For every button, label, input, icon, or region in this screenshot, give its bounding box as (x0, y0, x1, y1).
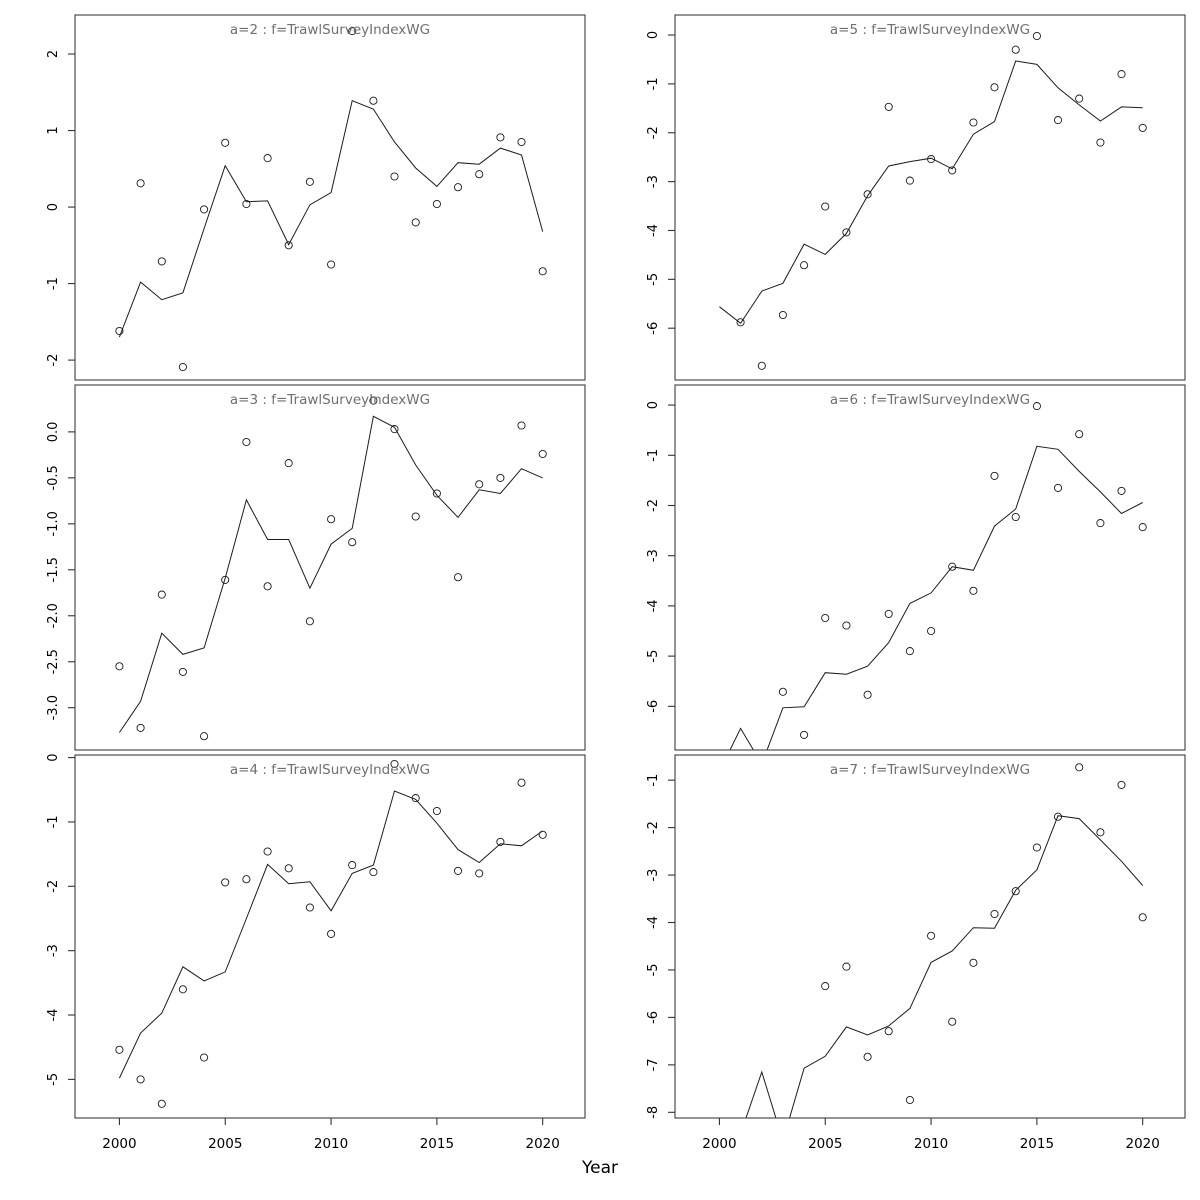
data-point (949, 1018, 956, 1025)
y-tick-label: 0 (646, 400, 661, 410)
y-axis-ticks (646, 31, 675, 335)
panel-a6 (646, 385, 1185, 772)
data-point (328, 516, 335, 523)
data-point (497, 474, 504, 481)
data-point (801, 262, 808, 269)
y-tick-label: -1 (46, 815, 61, 829)
data-point (991, 84, 998, 91)
y-tick-label: 0.0 (46, 421, 61, 443)
data-point (243, 438, 250, 445)
data-point (518, 138, 525, 145)
data-point (158, 258, 165, 265)
data-point (1139, 914, 1146, 921)
y-axis-ticks (46, 50, 75, 367)
data-point (539, 831, 546, 838)
panel-title: a=7 : f=TrawlSurveyIndexWG (829, 762, 1031, 778)
observation-points (822, 764, 1147, 1104)
data-point (1054, 117, 1061, 124)
data-point (1139, 124, 1146, 131)
data-point (1118, 487, 1125, 494)
y-tick-label: -4 (646, 223, 661, 237)
data-point (179, 363, 186, 370)
data-point (137, 180, 144, 187)
data-point (822, 203, 829, 210)
data-point (864, 1053, 871, 1060)
data-point (1076, 431, 1083, 438)
y-tick-label: -2 (46, 879, 61, 893)
y-axis-ticks (46, 422, 75, 721)
data-point (1012, 513, 1019, 520)
data-point (779, 688, 786, 695)
data-point (1118, 71, 1125, 78)
panel-title: a=3 : f=TrawlSurveyIndexWG (229, 392, 431, 408)
data-point (454, 574, 461, 581)
x-tick-label: 2005 (808, 1136, 843, 1152)
data-point (222, 879, 229, 886)
data-point (906, 648, 913, 655)
y-tick-label: -5 (46, 1072, 61, 1086)
y-tick-label: -1 (646, 77, 661, 91)
y-tick-label: -5 (646, 649, 661, 663)
x-tick-label: 2010 (313, 1136, 349, 1152)
y-tick-label: -5 (646, 963, 661, 977)
data-point (970, 587, 977, 594)
data-point (433, 200, 440, 207)
data-point (801, 731, 808, 738)
y-tick-label: -5 (646, 272, 661, 286)
panel-a7 (646, 755, 1185, 1160)
data-point (370, 869, 377, 876)
data-point (843, 622, 850, 629)
panel-title: a=6 : f=TrawlSurveyIndexWG (829, 392, 1031, 408)
panel-box (675, 755, 1185, 1118)
y-tick-label: 0 (46, 202, 61, 212)
panel-box (75, 755, 585, 1118)
panel-box (675, 15, 1185, 380)
data-point (497, 134, 504, 141)
data-point (306, 904, 313, 911)
y-tick-label: -6 (646, 321, 661, 335)
data-point (454, 867, 461, 874)
data-point (201, 1054, 208, 1061)
y-tick-label: 0 (646, 30, 661, 40)
data-point (906, 177, 913, 184)
x-tick-label: 2015 (1019, 1136, 1055, 1152)
data-point (349, 539, 356, 546)
data-point (1033, 844, 1040, 851)
data-point (433, 807, 440, 814)
data-point (1076, 764, 1083, 771)
fit-line (119, 416, 542, 732)
data-point (1118, 781, 1125, 788)
y-axis-ticks (646, 774, 675, 1119)
data-point (949, 167, 956, 174)
y-tick-label: 2 (46, 49, 61, 59)
fit-line (719, 816, 1142, 1160)
y-tick-label: -1.5 (46, 557, 61, 583)
data-point (328, 930, 335, 937)
data-point (991, 910, 998, 917)
y-tick-label: -2 (646, 499, 661, 512)
data-point (243, 876, 250, 883)
data-point (476, 171, 483, 178)
y-axis-ticks (46, 753, 75, 1085)
data-point (391, 173, 398, 180)
panel-title: a=2 : f=TrawlSurveyIndexWG (229, 22, 431, 38)
fit-line (719, 61, 1142, 323)
data-point (885, 610, 892, 617)
y-tick-label: -4 (646, 599, 661, 613)
fit-line (119, 791, 542, 1078)
data-point (476, 870, 483, 877)
data-point (412, 219, 419, 226)
x-tick-label: 2015 (419, 1136, 455, 1152)
data-point (285, 865, 292, 872)
data-point (970, 959, 977, 966)
data-point (222, 139, 229, 146)
data-point (116, 663, 123, 670)
data-point (737, 319, 744, 326)
data-point (137, 724, 144, 731)
data-point (758, 362, 765, 369)
y-tick-label: -1.0 (46, 511, 61, 537)
data-point (779, 311, 786, 318)
y-tick-label: -3 (646, 549, 661, 563)
panel-a3 (46, 385, 585, 750)
y-tick-label: -6 (646, 699, 661, 713)
data-point (1139, 524, 1146, 531)
data-point (179, 668, 186, 675)
y-tick-label: -2.0 (46, 603, 61, 629)
observation-points (779, 403, 1146, 739)
y-tick-label: -0.5 (46, 465, 61, 491)
y-tick-label: -1 (46, 277, 61, 291)
data-point (906, 1096, 913, 1103)
data-point (201, 206, 208, 213)
data-point (116, 1046, 123, 1053)
y-tick-label: 0 (46, 753, 61, 762)
data-point (1097, 520, 1104, 527)
y-tick-label: -3 (646, 868, 661, 882)
data-point (391, 426, 398, 433)
y-tick-label: -4 (46, 1008, 61, 1022)
data-point (843, 963, 850, 970)
data-point (285, 460, 292, 467)
panel-title: a=5 : f=TrawlSurveyIndexWG (829, 22, 1031, 38)
data-point (822, 614, 829, 621)
data-point (476, 481, 483, 488)
y-tick-label: -1 (646, 773, 661, 787)
data-point (306, 618, 313, 625)
data-point (264, 848, 271, 855)
y-tick-label: -7 (646, 1058, 661, 1072)
y-tick-label: -8 (646, 1105, 661, 1119)
panel-box (675, 385, 1185, 750)
y-tick-label: -6 (646, 1010, 661, 1024)
observation-points (737, 32, 1146, 369)
x-tick-label: 2000 (102, 1136, 137, 1152)
data-point (158, 1100, 165, 1107)
data-point (306, 178, 313, 185)
data-point (412, 513, 419, 520)
data-point (1012, 46, 1019, 53)
x-axis-ticks (102, 1118, 560, 1152)
data-point (864, 691, 871, 698)
x-axis-ticks (702, 1118, 1160, 1152)
y-tick-label: -2.5 (46, 649, 61, 675)
data-point (864, 191, 871, 198)
data-point (454, 184, 461, 191)
y-axis-ticks (646, 401, 675, 713)
x-axis-title: Year (582, 1158, 618, 1178)
y-tick-label: -3.0 (46, 695, 61, 721)
data-point (928, 627, 935, 634)
panel-box (75, 385, 585, 750)
observation-points (116, 397, 547, 740)
data-point (201, 733, 208, 740)
y-tick-label: -4 (646, 916, 661, 929)
y-tick-label: 1 (46, 126, 61, 135)
data-point (539, 268, 546, 275)
data-point (137, 1076, 144, 1083)
data-point (885, 1028, 892, 1035)
data-point (370, 97, 377, 104)
data-point (518, 779, 525, 786)
data-point (885, 103, 892, 110)
data-point (158, 591, 165, 598)
panel-a4 (46, 753, 585, 1152)
data-point (1097, 829, 1104, 836)
data-point (1033, 32, 1040, 39)
data-point (928, 932, 935, 939)
data-point (1097, 139, 1104, 146)
data-point (822, 983, 829, 990)
y-tick-label: -2 (646, 821, 661, 835)
y-tick-label: -2 (46, 353, 61, 367)
data-point (264, 155, 271, 162)
panel-a2 (46, 15, 585, 380)
panel-a5 (646, 15, 1185, 380)
data-point (1054, 484, 1061, 491)
data-point (1033, 403, 1040, 410)
data-point (349, 862, 356, 869)
fit-line (119, 101, 542, 337)
data-point (518, 422, 525, 429)
x-tick-label: 2000 (702, 1136, 737, 1152)
data-point (991, 472, 998, 479)
data-point (1076, 95, 1083, 102)
y-tick-label: -1 (646, 448, 661, 462)
observation-points (116, 28, 547, 371)
data-point (264, 583, 271, 590)
data-point (539, 450, 546, 457)
y-tick-label: -3 (46, 944, 61, 958)
panel-title: a=4 : f=TrawlSurveyIndexWG (229, 762, 431, 778)
y-tick-label: -2 (646, 126, 661, 140)
x-tick-label: 2020 (525, 1136, 560, 1152)
data-point (179, 986, 186, 993)
data-point (970, 119, 977, 126)
panel-box (75, 15, 585, 380)
x-tick-label: 2010 (913, 1136, 949, 1152)
data-point (328, 261, 335, 268)
observation-points (116, 760, 547, 1107)
y-tick-label: -3 (646, 175, 661, 189)
x-tick-label: 2005 (208, 1136, 243, 1152)
fit-line (719, 446, 1142, 771)
x-tick-label: 2020 (1125, 1136, 1160, 1152)
